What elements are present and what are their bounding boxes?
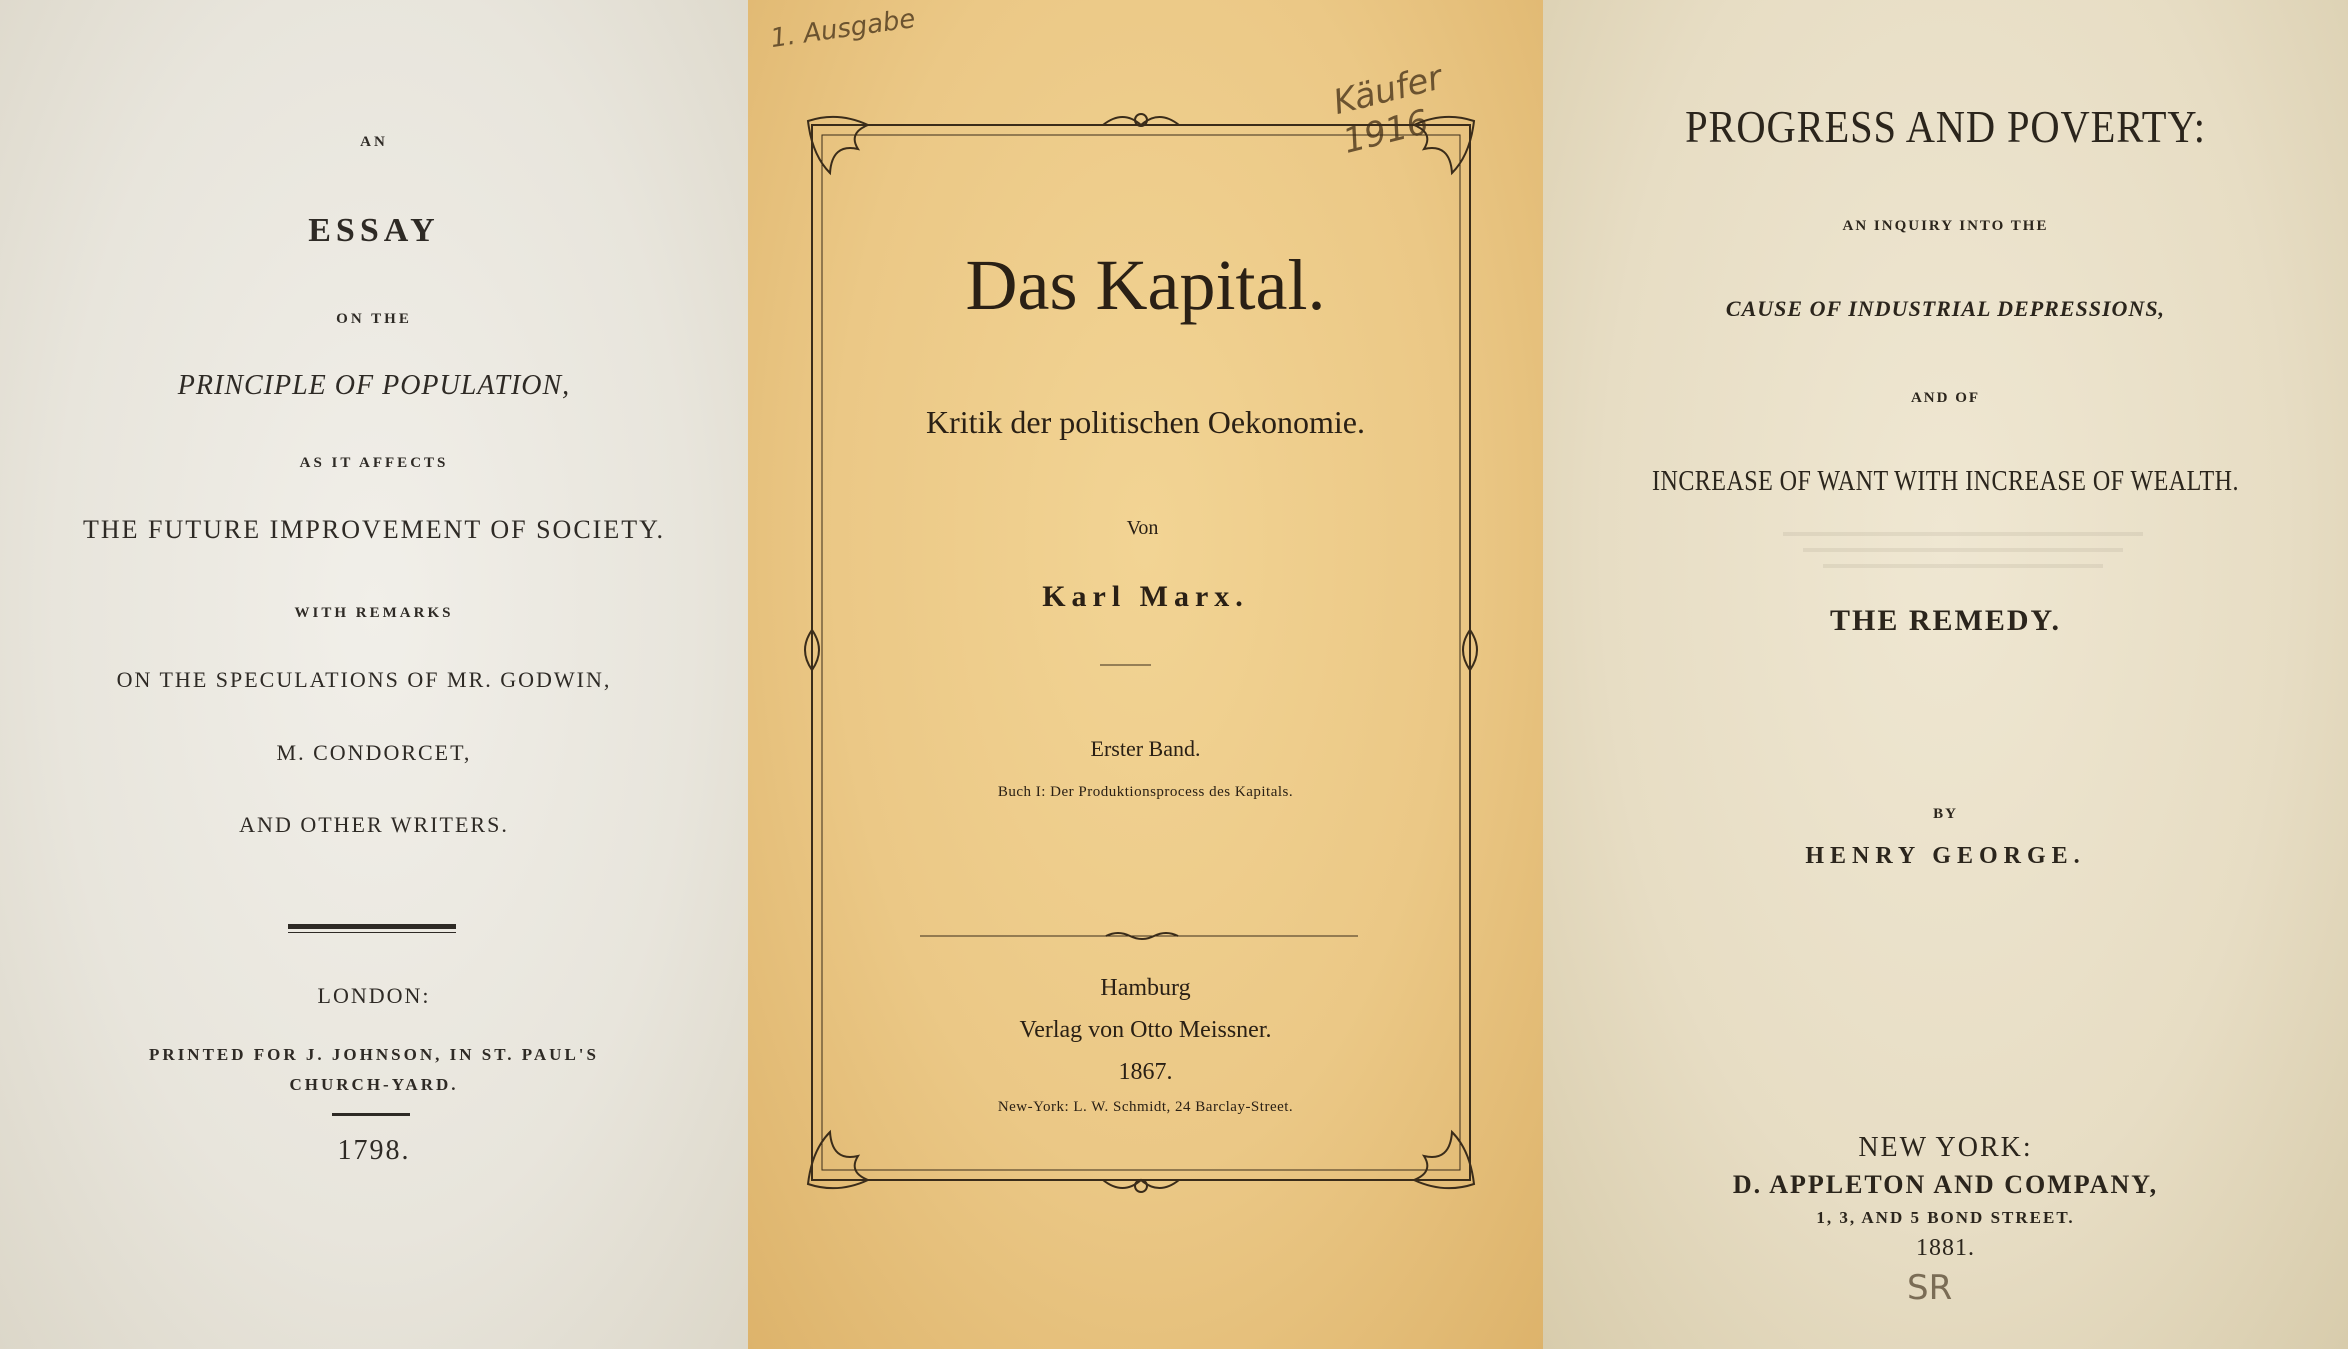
thin-rule: [288, 932, 456, 933]
publisher-city: NEW YORK:: [1858, 1132, 2033, 1163]
book-subtitle: Kritik der politischen Oekonomie.: [925, 404, 1365, 440]
condorcet-line: M. CONDORCET,: [276, 740, 472, 765]
volume-label: Erster Band.: [1090, 736, 1201, 761]
essay-heading: ESSAY: [308, 212, 440, 249]
short-rule: [332, 1113, 410, 1116]
speculations-line: ON THE SPECULATIONS OF MR. GODWIN,: [116, 667, 612, 692]
inquiry-label: AN INQUIRY INTO THE: [1842, 218, 2049, 234]
an-label: AN: [360, 134, 388, 150]
churchyard-line: CHURCH-YARD.: [289, 1075, 459, 1094]
with-remarks-label: WITH REMARKS: [294, 605, 454, 621]
london-label: LONDON:: [317, 983, 431, 1008]
book-title: Das Kapital.: [965, 245, 1326, 325]
progress-poverty-title-page: [1543, 0, 2348, 1349]
publisher-name: D. APPLETON AND COMPANY,: [1732, 1170, 2159, 1199]
malthus-title-page: [0, 0, 748, 1349]
thick-rule: [288, 924, 456, 929]
author-name: HENRY GEORGE.: [1805, 843, 2086, 869]
publisher-city: Hamburg: [1100, 975, 1191, 1001]
book-title: PROGRESS AND POVERTY:: [1685, 101, 2206, 152]
handwritten-signature: Käufer 1916: [1329, 57, 1447, 162]
ornamental-border: [748, 0, 1543, 1349]
handwritten-note: 1. Ausgabe: [768, 3, 918, 55]
kapital-title-page: [748, 0, 1543, 1349]
by-label: BY: [1933, 806, 1958, 822]
printed-for-line: PRINTED FOR J. JOHNSON, IN ST. PAUL'S: [149, 1045, 599, 1064]
and-of-label: AND OF: [1910, 390, 1981, 406]
von-label: Von: [1126, 517, 1159, 539]
future-improvement-heading: THE FUTURE IMPROVEMENT OF SOCIETY.: [82, 515, 666, 544]
book-part-label: Buch I: Der Produktionsprocess des Kapitals.: [997, 784, 1294, 800]
publication-year: 1798.: [337, 1135, 411, 1166]
on-the-label: ON THE: [336, 311, 412, 327]
other-writers-line: AND OTHER WRITERS.: [239, 812, 509, 837]
publication-year: 1867.: [1118, 1059, 1173, 1085]
as-it-affects-label: AS IT AFFECTS: [299, 455, 449, 471]
new-york-distributor: New-York: L. W. Schmidt, 24 Barclay-Street.: [997, 1099, 1294, 1115]
cause-line: CAUSE OF INDUSTRIAL DEPRESSIONS,: [1725, 296, 2166, 321]
principle-heading: PRINCIPLE OF POPULATION,: [177, 370, 571, 401]
publisher-name: Verlag von Otto Meissner.: [1019, 1017, 1272, 1043]
increase-line: INCREASE OF WANT WITH INCREASE OF WEALTH.: [1652, 466, 2239, 497]
author-name: Karl Marx.: [1042, 580, 1249, 613]
remedy-heading: THE REMEDY.: [1830, 604, 2061, 637]
handwritten-initials: SR: [1907, 1268, 1953, 1308]
publication-year: 1881.: [1916, 1235, 1975, 1261]
publisher-address: 1, 3, AND 5 BOND STREET.: [1816, 1208, 2075, 1227]
